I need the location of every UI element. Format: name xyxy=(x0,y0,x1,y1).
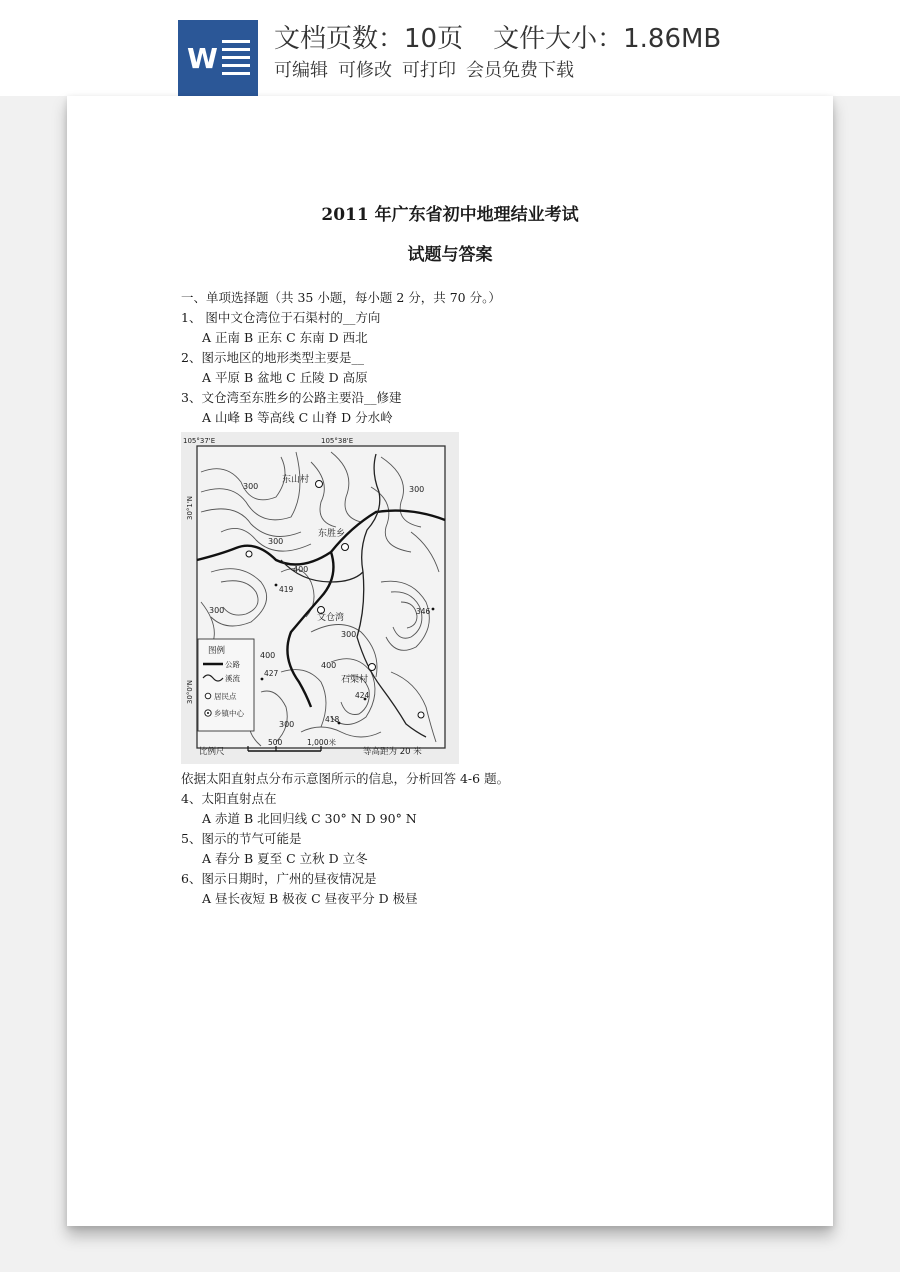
question-5: 5、图示的节气可能是 xyxy=(181,831,302,846)
contour-label: 300 xyxy=(268,537,284,546)
question-4: 4、太阳直射点在 xyxy=(181,791,277,806)
scale-500: 500 xyxy=(268,738,283,747)
word-doc-icon xyxy=(178,20,258,96)
elevation-label: 346 xyxy=(416,607,431,616)
lat-label-bottom: 30°0'N xyxy=(186,679,194,704)
feature-editable: 可编辑 xyxy=(274,60,328,81)
contour-label: 300 xyxy=(209,606,225,615)
question-4-options: A 赤道 B 北回归线 C 30° N D 90° N xyxy=(202,811,417,826)
question-5-options: A 春分 B 夏至 C 立秋 D 立冬 xyxy=(202,851,368,866)
doc-info-line xyxy=(274,18,721,55)
scale-1000: 1,000米 xyxy=(307,738,336,747)
page-count-label: 文档页数：10页 xyxy=(274,24,464,54)
scale-label: 比例尺 xyxy=(199,747,225,757)
contour-label: 400 xyxy=(321,661,337,670)
contour-label: 300 xyxy=(243,482,259,491)
contour-interval: 等高距为 20 米 xyxy=(363,747,422,757)
section-heading: 一、单项选择题（共 35 小题，每小题 2 分，共 70 分。） xyxy=(181,290,501,305)
question-6-options: A 昼长夜短 B 极夜 C 昼夜平分 D 极昼 xyxy=(202,891,418,906)
legend-title: 图例 xyxy=(208,646,226,656)
download-banner xyxy=(0,0,900,96)
lon-label-left: 105°37'E xyxy=(183,437,216,445)
legend-settlement: 居民点 xyxy=(214,692,237,701)
contour-label: 300 xyxy=(279,720,295,729)
elevation-label: 424 xyxy=(355,691,370,700)
question-1-options: A 正南 B 正东 C 东南 D 西北 xyxy=(202,330,368,345)
contour-label: 300 xyxy=(341,630,357,639)
question-2: 2、图示地区的地形类型主要是__ xyxy=(181,350,364,365)
place-dongsheng: 东胜乡 xyxy=(318,529,346,539)
place-shiqu: 石渠村 xyxy=(341,675,369,685)
question-6: 6、图示日期时，广州的昼夜情况是 xyxy=(181,871,377,886)
doc-subtitle: 试题与答案 xyxy=(407,245,493,265)
place-wencang: 文仓湾 xyxy=(317,613,345,623)
legend-stream: 溪流 xyxy=(225,674,240,683)
feature-member-download: 会员免费下载 xyxy=(466,60,574,81)
lon-label-right: 105°38'E xyxy=(321,437,354,445)
feature-list xyxy=(274,56,584,82)
question-3-options: A 山峰 B 等高线 C 山脊 D 分水岭 xyxy=(202,410,393,425)
contour-label: 400 xyxy=(293,565,309,574)
contour-label: 300 xyxy=(409,485,425,494)
legend-road: 公路 xyxy=(225,660,240,669)
lat-label-top: 30°1'N xyxy=(186,495,194,520)
feature-printable: 可打印 xyxy=(402,60,456,81)
word-logo-lines xyxy=(222,40,250,80)
word-logo-letter: W xyxy=(187,42,218,75)
file-size-label: 文件大小：1.86MB xyxy=(493,24,722,54)
intro-4-6: 依据太阳直射点分布示意图所示的信息，分析回答 4-6 题。 xyxy=(181,771,510,786)
doc-title: 2011 年广东省初中地理结业考试 xyxy=(321,205,579,225)
elevation-label: 418 xyxy=(325,715,340,724)
question-3: 3、文仓湾至东胜乡的公路主要沿__修建 xyxy=(181,390,402,405)
contour-label: 400 xyxy=(260,651,276,660)
place-dongshan: 东山村 xyxy=(282,475,310,485)
contour-map xyxy=(181,432,459,764)
feature-modifiable: 可修改 xyxy=(338,60,392,81)
elevation-label: 419 xyxy=(279,585,294,594)
document-page xyxy=(67,96,833,1226)
elevation-label: 427 xyxy=(264,669,279,678)
question-1: 1、 图中文仓湾位于石渠村的__方向 xyxy=(181,310,381,325)
legend-township: 乡镇中心 xyxy=(214,709,244,718)
question-2-options: A 平原 B 盆地 C 丘陵 D 高原 xyxy=(202,370,368,385)
